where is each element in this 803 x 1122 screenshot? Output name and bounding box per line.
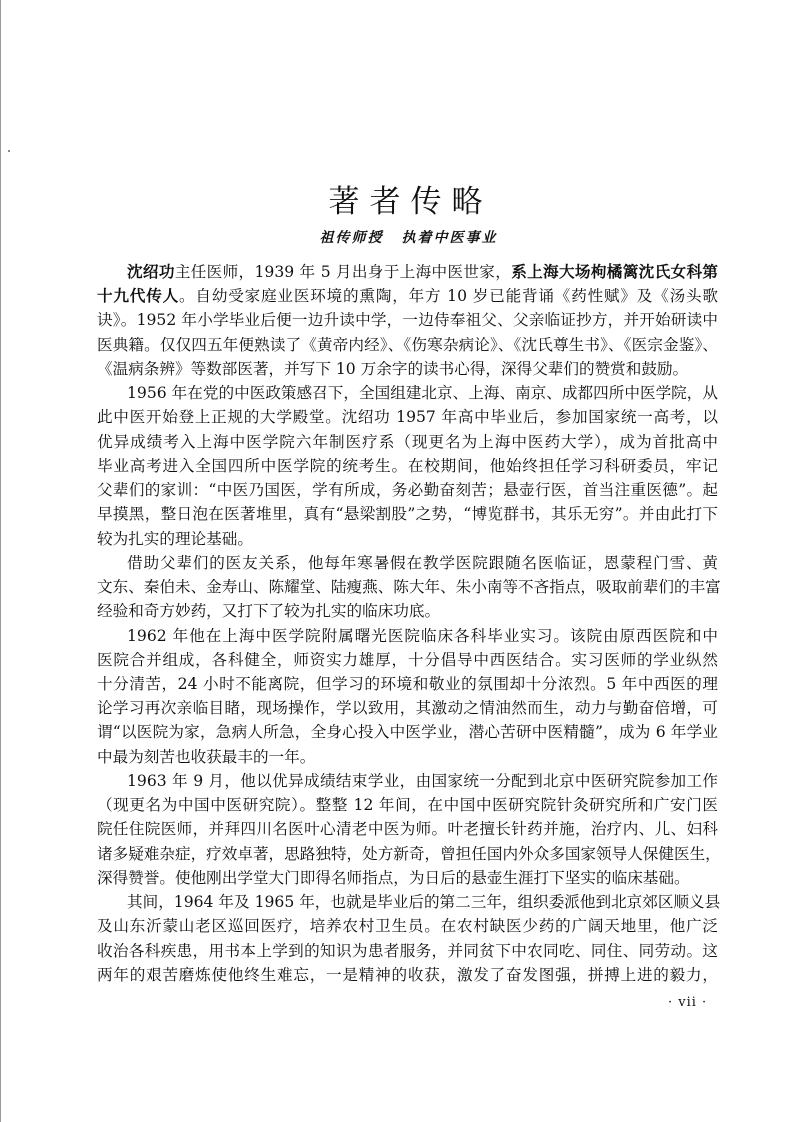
text-run: 1963 年 9 月，他以优异成绩结束学业，由国家统一分配到北京中医研究院参加工作 [127,771,718,790]
paragraph-line [97,866,718,890]
paragraph-line [97,478,718,502]
paragraph-line [97,817,718,841]
text-run: 医典籍。仅仅四五年便熟读了《黄帝内经》、《伤寒杂病论》、《沈氏尊生书》、《医宗金鉴》、 [97,335,718,354]
paragraph-line [97,357,718,381]
text-run: 借助父辈们的医友关系，他每年寒暑假在教学医院跟随名医临证，恩蒙程门雪、黄 [127,553,718,572]
bold-text: 沈绍功 [127,262,175,281]
paragraph-line [97,575,721,599]
text-run: 诀》。1952 年小学毕业后便一边升读中学，一边侍奉祖父、父亲临证抄方，并开始研读中 [97,311,718,330]
paragraph-line [97,648,718,672]
text-run: 十分清苦，24 小时不能离院，但学习的环境和敬业的氛围却十分浓烈。5 年中西医的理 [97,674,718,693]
text-run: 毕业高考进入全国四所中医学院的统考生。在校期间，他始终担任学习科研委员，牢记 [97,456,718,475]
bold-text: 十九代传人 [97,286,180,306]
paragraph-line [97,672,718,696]
text-run: 深得赞誉。使他刚出学堂大门即得名师指点，为日后的悬壶生涯打下坚实的临床基础。 [97,868,690,887]
paragraph-line [97,551,718,575]
subtitle-part-2: 执着中医事业 [401,230,498,246]
paragraph-line [97,793,718,817]
text-run: 较为扎实的理论基础。 [97,529,253,548]
text-run: 诸多疑难杂症，疗效卓著，思路独特，处方新奇，曾担任国内外众多国家领导人保健医生， [97,844,721,863]
text-run: 此中医开始登上正规的大学殿堂。沈绍功 1957 年高中毕业后，参加国家统一高考，以 [97,408,718,427]
text-run: 经验和奇方妙药，又打下了较为扎实的临床功底。 [97,602,441,621]
paragraph-line [97,599,718,623]
scan-speck [8,150,10,152]
body-text [97,260,721,987]
paragraph-line [97,842,721,866]
text-run: 《温病条辨》等数部医著，并写下 10 万余字的读书心得，深得父辈们的赞赏和鼓励。 [97,359,689,378]
text-run: 论学习再次亲临目睹，现场操作，学以致用，其激动之情油然而生，动力与勤奋倍增，可 [97,699,718,718]
paragraph-line [97,405,718,429]
text-run: 文东、秦伯未、金寿山、陈耀堂、陆瘦燕、陈大年、朱小南等不吝指点，吸取前辈们的丰富 [97,578,721,597]
paragraph-line [97,502,718,526]
text-run: 1962 年他在上海中医学院附属曙光医院临床各科毕业实习。该院由原西医院和中 [127,626,718,645]
text-run: 。自幼受家庭业医环境的熏陶，年方 10 岁已能背诵《药性赋》及《汤头歌 [179,287,718,306]
paragraph-line [97,430,718,454]
paragraph-line [97,745,718,769]
text-run: 1956 年在党的中医政策感召下，全国组建北京、上海、南京、成都四所中医学院，从 [127,384,718,403]
paragraph-line [97,454,718,478]
text-run: 父辈们的家训：“中医乃国医，学有所成，务必勤奋刻苦；悬壶行医，首当注重医德”。起 [97,481,718,500]
text-run: 早摸黑，整日泡在医著堆里，真有“悬梁割股”之势，“博览群书，其乐无穷”。并由此打下 [97,505,718,524]
section-subtitle [0,227,803,247]
text-run: 中最为刻苦也收获最丰的一年。 [97,747,316,766]
paragraph-line [97,696,718,720]
text-run: （现更名为中国中医研究院）。整整 12 年间，在中国中医研究院针灸研究所和广安门医 [97,796,718,815]
bold-text: 系上海大场枸橘篱沈氏女科第 [511,262,718,281]
paragraph-line [97,769,718,793]
text-run: 谓“以医院为家，急病人所急，全身心投入中医学业，潜心苦研中医精髓”，成为 6 年学业 [97,723,718,742]
paragraph-line [97,914,718,938]
page-edge-line [0,0,1,1122]
text-run: 优异成绩考入上海中医学院六年制医疗系（现更名为上海中医药大学），成为首批高中 [97,432,718,451]
paragraph-line [97,890,721,914]
text-run: 及山东沂蒙山老区巡回医疗，培养农村卫生员。在农村缺医少药的广阔天地里，他广泛 [97,917,718,936]
paragraph-line [97,939,718,963]
paragraph-line [97,260,718,284]
page-title: 著者传略 [328,183,493,220]
text-run: 主任医师，1939 年 5 月出身于上海中医世家， [174,263,512,281]
paragraph-line [97,527,718,551]
paragraph-line [97,963,718,987]
paragraph-line [97,333,718,357]
text-run: 其间，1964 年及 1965 年，也就是毕业后的第二三年，组织委派他到北京郊区顺义县 [127,893,721,912]
paragraph-line [97,308,718,332]
text-run: 医院合并组成，各科健全，师资实力雄厚，十分倡导中西医结合。实习医师的学业纵然 [97,650,718,669]
paragraph-line [97,284,718,308]
paragraph-line [97,720,718,744]
text-run: 两年的艰苦磨炼使他终生难忘，一是精神的收获，激发了奋发图强，拼搏上进的毅力， [97,965,718,984]
text-run: 收治各科疾患，用书本上学到的知识为患者服务，并同贫下中农同吃、同住、同劳动。这 [97,941,718,960]
page-number: · vii · [668,995,708,1010]
text-run: 院任住院医师，并拜四川名医叶心清老中医为师。叶老擅长针药并施，治疗内、儿、妇科 [97,820,718,839]
subtitle-part-1: 祖传师授 [319,230,384,246]
paragraph-line [97,624,718,648]
paragraph-line [97,381,718,405]
